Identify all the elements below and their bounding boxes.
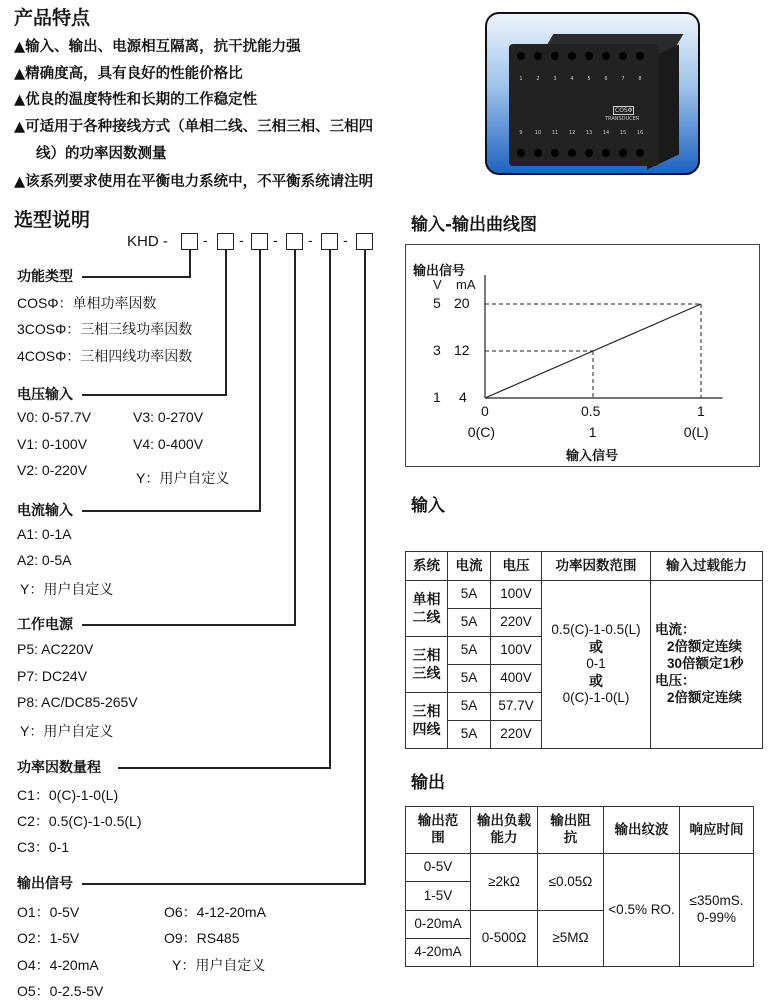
- table-cell: 57.7V: [491, 693, 542, 721]
- pf-range-cell: [542, 581, 651, 749]
- triangle-up-icon: ▲: [14, 174, 26, 190]
- feature-item: ▲优良的温度特性和长期的工作稳定性: [14, 92, 258, 108]
- table-cell: 4-20mA: [406, 939, 471, 967]
- terminal-hole: [585, 52, 593, 60]
- y-tick-ma: 4: [459, 389, 467, 405]
- separator: -: [343, 232, 348, 248]
- table-cell: 5A: [448, 665, 491, 693]
- option-item: V1: 0-100V: [17, 436, 88, 452]
- option-item: O6：4-12-20mA: [164, 904, 266, 920]
- terminal-number: 4: [570, 76, 574, 82]
- table-cell: 0-5V: [406, 854, 471, 882]
- input-table: [405, 551, 763, 749]
- table-cell: 100V: [491, 581, 542, 609]
- overload-line: 电压：: [655, 672, 696, 688]
- feature-item: ▲该系列要求使用在平衡电力系统中，不平衡系统请注明: [14, 174, 374, 190]
- option-item: Y：用户自定义: [172, 957, 266, 973]
- model-code-box: [356, 233, 373, 250]
- terminal-number: 7: [621, 76, 625, 82]
- terminal-number: 15: [619, 130, 627, 136]
- table-cell: 0-20mA: [406, 911, 471, 939]
- option-item: C1：0(C)-1-0(L): [17, 787, 119, 803]
- table-cell: 220V: [491, 609, 542, 637]
- device-sublabel: TRANSDUCER: [605, 116, 640, 122]
- terminal-number: 3: [553, 76, 557, 82]
- option-item: Y：用户自定义: [20, 723, 114, 739]
- feature-item: ▲可适用于各种接线方式（单相二线、三相三相、三相四: [14, 119, 374, 135]
- series-line: [485, 304, 701, 398]
- table-cell: 5A: [448, 721, 491, 749]
- terminal-number: 5: [587, 76, 591, 82]
- option-item: O4：4-20mA: [17, 957, 99, 973]
- x-tick-top: 0.5: [581, 403, 601, 419]
- option-item: P7: DC24V: [17, 668, 88, 684]
- response-line: 0-99%: [696, 910, 737, 925]
- table-cell: 5A: [448, 637, 491, 665]
- y-tick-v: 1: [433, 389, 441, 405]
- col-header: 电流: [448, 552, 491, 581]
- terminal-number: 6: [604, 76, 608, 82]
- option-item: V4: 0-400V: [133, 436, 204, 452]
- terminal-hole: [551, 149, 559, 157]
- terminal-number: 9: [519, 130, 523, 136]
- input-title: 输入: [411, 496, 445, 516]
- model-prefix: KHD -: [127, 233, 168, 250]
- ripple-cell: <0.5% RO.: [604, 854, 680, 967]
- option-item: O5：0-2.5-5V: [17, 983, 104, 999]
- terminal-hole: [619, 52, 627, 60]
- table-cell: 100V: [491, 637, 542, 665]
- overload-line: 2倍额定连续: [667, 639, 743, 655]
- table-cell: 5A: [448, 693, 491, 721]
- feature-item: ▲输入、输出、电源相互隔离，抗干扰能力强: [14, 39, 301, 55]
- table-cell: 400V: [491, 665, 542, 693]
- triangle-up-icon: ▲: [14, 39, 26, 55]
- option-item: V0: 0-57.7V: [17, 409, 91, 425]
- table-cell: 5A: [448, 609, 491, 637]
- option-item: 3COSΦ：三相三线功率因数: [17, 321, 193, 337]
- model-code-box: [251, 233, 268, 250]
- option-item: C2：0.5(C)-1-0.5(L): [17, 813, 142, 829]
- y-tick-ma: 12: [454, 342, 470, 358]
- output-table: [405, 806, 754, 967]
- separator: -: [203, 232, 208, 248]
- current-title: 电流输入: [17, 503, 73, 519]
- function-title: 功能类型: [17, 269, 73, 285]
- response-cell: [680, 854, 754, 967]
- col-header: 输入过载能力: [651, 552, 763, 581]
- terminal-number: 2: [536, 76, 540, 82]
- terminal-number: 14: [602, 130, 610, 136]
- terminal-hole: [585, 149, 593, 157]
- triangle-up-icon: ▲: [14, 92, 26, 108]
- table-cell: ≤0.05Ω: [538, 854, 604, 911]
- overload-line: 电流：: [655, 622, 696, 638]
- table-cell: 0-500Ω: [471, 911, 538, 967]
- terminal-number: 11: [551, 130, 559, 136]
- terminal-hole: [619, 149, 627, 157]
- table-cell: 220V: [491, 721, 542, 749]
- x-tick-bottom: 0(C): [467, 424, 496, 440]
- x-tick-bottom: 1: [588, 424, 597, 440]
- terminal-number: 16: [636, 130, 644, 136]
- terminal-hole: [534, 149, 542, 157]
- col-header: 系统: [406, 552, 448, 581]
- terminal-hole: [602, 52, 610, 60]
- separator: -: [308, 232, 313, 248]
- option-item: P8: AC/DC85-265V: [17, 694, 138, 710]
- y-tick-v: 3: [433, 342, 441, 358]
- selection-title: 选型说明: [14, 209, 91, 231]
- terminal-hole: [551, 52, 559, 60]
- y-unit-ma: mA: [456, 277, 476, 292]
- terminal-hole: [568, 52, 576, 60]
- col-header: 电压: [491, 552, 542, 581]
- features-title: 产品特点: [14, 7, 91, 29]
- option-item: A2: 0-5A: [17, 552, 72, 568]
- option-item: V2: 0-220V: [17, 462, 88, 478]
- model-code-box: [217, 233, 234, 250]
- voltage-title: 电压输入: [17, 387, 73, 403]
- terminal-number: 12: [568, 130, 576, 136]
- overload-cell: [651, 581, 763, 749]
- terminal-hole: [517, 52, 525, 60]
- option-item: COSΦ：单相功率因数: [17, 295, 157, 311]
- option-item: O9：RS485: [164, 930, 240, 946]
- option-item: V3: 0-270V: [133, 409, 204, 425]
- response-line: ≤350mS.: [689, 893, 744, 909]
- col-header: 输出阻抗: [538, 807, 604, 854]
- pf-range-line: 或: [589, 672, 603, 689]
- option-item: C3：0-1: [17, 839, 70, 855]
- y-unit-v: V: [433, 277, 442, 292]
- terminal-number: 13: [585, 130, 593, 136]
- terminal-hole: [636, 149, 644, 157]
- feature-item: ▲精确度高，具有良好的性能价格比: [14, 66, 243, 82]
- pf-range-line: 0.5(C)-1-0.5(L): [551, 621, 641, 637]
- output-title: 输出: [411, 773, 445, 793]
- separator: -: [239, 232, 244, 248]
- pf-range-line: 0-1: [586, 656, 606, 672]
- option-item: O1：0-5V: [17, 904, 80, 920]
- col-header: 输出负载能力: [471, 807, 538, 854]
- y-axis-label: 输出信号: [413, 264, 466, 279]
- col-header: 输出范围: [406, 807, 471, 854]
- x-tick-bottom: 0(L): [683, 424, 709, 440]
- output-signal-title: 输出信号: [17, 876, 73, 892]
- chart-title: 输入-输出曲线图: [411, 215, 538, 235]
- y-tick-ma: 20: [454, 295, 470, 311]
- x-tick-top: 0: [481, 403, 489, 419]
- range-title: 功率因数量程: [17, 760, 101, 776]
- chart-frame: [405, 244, 760, 467]
- option-item: Y：用户自定义: [20, 581, 114, 597]
- terminal-hole: [568, 149, 576, 157]
- product-photo: [485, 12, 700, 175]
- terminal-number: 10: [534, 130, 542, 136]
- system-cell: 三相三线: [406, 637, 448, 693]
- device-label: COSΦ: [615, 107, 633, 114]
- triangle-up-icon: ▲: [14, 119, 26, 135]
- option-item: O2：1-5V: [17, 930, 80, 946]
- power-title: 工作电源: [17, 617, 73, 633]
- option-item: Y：用户自定义: [136, 470, 230, 486]
- col-header: 响应时间: [680, 807, 754, 854]
- terminal-hole: [636, 52, 644, 60]
- overload-line: 30倍额定1秒: [667, 656, 744, 672]
- pf-range-line: 或: [589, 638, 603, 655]
- option-item: 4COSΦ：三相四线功率因数: [17, 348, 193, 364]
- overload-line: 2倍额定连续: [667, 689, 743, 705]
- table-cell: 1-5V: [406, 882, 471, 911]
- model-code-box: [286, 233, 303, 250]
- feature-item-continuation: 线）的功率因数测量: [36, 146, 167, 162]
- terminal-hole: [534, 52, 542, 60]
- table-cell: ≥5MΩ: [538, 911, 604, 967]
- table-cell: 5A: [448, 581, 491, 609]
- model-code-box: [181, 233, 198, 250]
- triangle-up-icon: ▲: [14, 66, 26, 82]
- terminal-hole: [602, 149, 610, 157]
- col-header: 输出纹波: [604, 807, 680, 854]
- y-tick-v: 5: [433, 295, 441, 311]
- model-code-box: [321, 233, 338, 250]
- option-item: A1: 0-1A: [17, 526, 72, 542]
- separator: -: [273, 232, 278, 248]
- x-axis-label: 输入信号: [566, 449, 619, 464]
- system-cell: 单相二线: [406, 581, 448, 637]
- option-item: P5: AC220V: [17, 641, 94, 657]
- terminal-hole: [517, 149, 525, 157]
- terminal-number: 8: [638, 76, 642, 82]
- table-cell: ≥2kΩ: [471, 854, 538, 911]
- device-body: [509, 44, 659, 166]
- pf-range-line: 0(C)-1-0(L): [562, 690, 630, 706]
- col-header: 功率因数范围: [542, 552, 651, 581]
- system-cell: 三相四线: [406, 693, 448, 749]
- terminal-number: 1: [519, 76, 523, 82]
- x-tick-top: 1: [697, 403, 705, 419]
